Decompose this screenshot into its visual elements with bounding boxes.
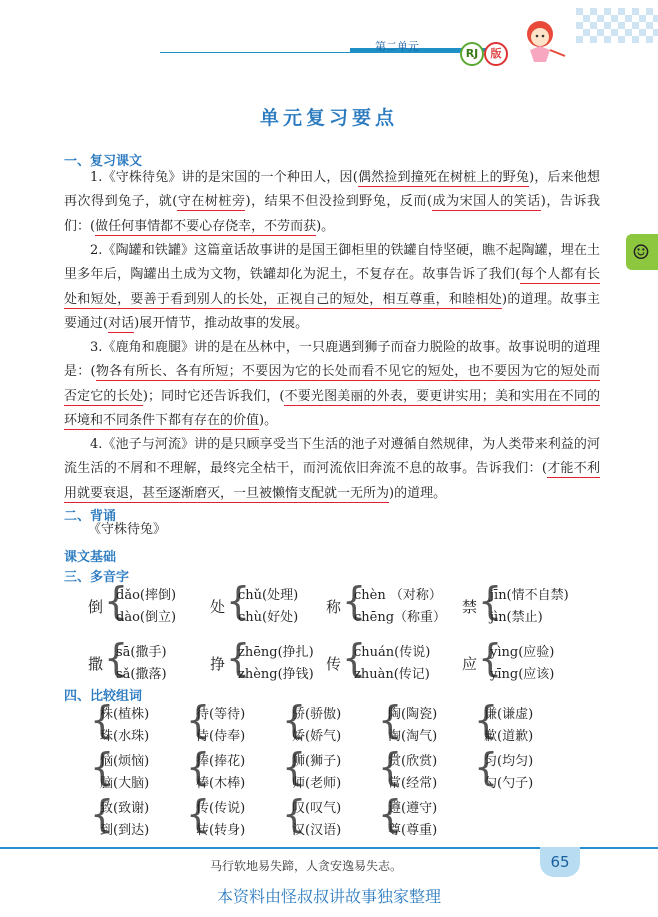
unit-label: 第二单元 (375, 40, 419, 53)
checker-square (576, 22, 583, 29)
checker-square (632, 22, 639, 29)
compare-word: 遵(遵守) (388, 801, 438, 816)
polyphone-reading: chuán(传说) (354, 645, 431, 660)
compare-word: 叹(叹气) (292, 801, 342, 816)
polyphone-char: 倒 (88, 598, 104, 616)
polyphone-char: 禁 (462, 598, 478, 616)
mascot-face-icon: ☺ (632, 240, 650, 264)
paragraph-1 (64, 166, 600, 239)
polyphone-reading: chèn （对称） (354, 588, 442, 603)
p2-answer-1: 每个人都有长处和短处，要善于看到别人的长处，正视自己的短处，相互尊重，和睦相处 (64, 267, 600, 307)
basics-heading: 课文基础 (64, 550, 117, 565)
p2-text-c: )展开情节，推动故事的发展。 (134, 316, 309, 332)
p3-answer-1: 物各有所长、各有所短；不要因为它的长处而看不见它的短处，也不要因为它的短处而否定它的长处 (64, 364, 600, 404)
checker-square (611, 29, 618, 36)
polyphone-reading: sā(撒手) (116, 645, 167, 660)
watermark-text: 本资料由怪叔叔讲故事独家整理 (216, 887, 441, 906)
compare-word: 侍(侍奉) (196, 729, 246, 744)
compare-word: 常(经常) (388, 776, 438, 791)
checker-square (653, 29, 658, 36)
p1-answer-1: 偶然捡到撞死在树桩上的野兔 (357, 170, 530, 185)
checker-square (632, 8, 639, 15)
compare-word: 株(植株) (100, 707, 150, 722)
brace-icon: { (478, 636, 503, 680)
compare-word: 尊(尊重) (388, 823, 438, 838)
compare-word: 谦(谦虚) (484, 707, 534, 722)
p4-text-a: 4.《池子与河流》讲的是只顾享受当下生活的池子对遵循自然规律，为人类带来利益的河流生活的不屑和不理解，最终完全枯干，而河流依旧奔流不息的故事。告诉我们：( (64, 437, 600, 477)
p1-text-c: )，结果不但没捡到野兔，反而( (245, 194, 433, 210)
polyphone-reading: zhuàn(传记) (354, 667, 430, 682)
section-review-heading: 一、复习课文 (64, 154, 143, 169)
brace-icon: { (478, 579, 503, 623)
compare-word: 狮(狮子) (292, 754, 342, 769)
checker-square (597, 15, 604, 22)
polyphone-reading: zhèng(挣钱) (238, 667, 314, 682)
brace-icon: { (378, 745, 403, 789)
p1-answer-2: 守在树桩旁 (177, 194, 246, 210)
checker-square (639, 15, 646, 22)
paragraph-4 (64, 433, 600, 506)
compare-word: 传(传说) (196, 801, 246, 816)
brace-icon: { (378, 698, 403, 742)
checker-square (590, 36, 597, 43)
checker-square (604, 36, 611, 43)
compare-word: 陶(陶瓷) (388, 707, 438, 722)
brace-icon: { (342, 636, 367, 680)
compare-word: 捧(捧花) (196, 754, 246, 769)
p3-text-a: 3.《鹿角和鹿腿》讲的是在丛林中，一只鹿遇到狮子而奋力脱险的故事。故事说明的道理是：( (64, 340, 600, 380)
compare-word: 恼(烦恼) (100, 754, 150, 769)
polyphone-reading: jīn(情不自禁) (490, 588, 569, 603)
polyphone-char: 应 (462, 655, 478, 673)
checker-square (625, 15, 632, 22)
brace-icon: { (474, 698, 499, 742)
brace-icon: { (378, 792, 403, 836)
checker-square (618, 8, 625, 15)
polyphone-reading: chǔ(处理) (238, 588, 299, 603)
compare-word: 脑(大脑) (100, 776, 150, 791)
checker-square (618, 22, 625, 29)
compare-word: 师(老师) (292, 776, 342, 791)
polyphone-reading: yīng(应该) (490, 667, 555, 682)
brace-icon: { (90, 745, 115, 789)
brace-icon: { (90, 792, 115, 836)
polyphone-reading: dǎo(摔倒) (116, 588, 177, 603)
p1-text-e: )。 (316, 218, 335, 234)
compare-word: 汉(汉语) (292, 823, 342, 838)
brace-icon: { (226, 579, 251, 623)
brace-icon: { (342, 579, 367, 623)
compare-word: 骄(骄傲) (292, 707, 342, 722)
p1-answer-3: 成为宋国人的笑话 (432, 194, 541, 210)
checker-square (625, 29, 632, 36)
polyphone-char: 撒 (88, 655, 104, 673)
checker-square (583, 29, 590, 36)
compare-word: 娇(娇气) (292, 729, 342, 744)
polyphone-reading: dào(倒立) (116, 610, 177, 625)
compare-word: 转(转身) (196, 823, 246, 838)
checker-square (583, 15, 590, 22)
section-recite-heading: 二、背诵 (64, 509, 117, 524)
page-number: 65 (540, 847, 580, 877)
p3-answer-2: 不要光图美丽的外表，要更讲实用；美和实用在不同的环境和不同条件下都有存在的价值 (64, 388, 600, 429)
compare-word: 到(到达) (100, 823, 150, 838)
paragraph-2 (64, 239, 600, 337)
checker-square (646, 22, 653, 29)
polyphone-char: 传 (326, 655, 342, 673)
checker-square (632, 36, 639, 43)
p2-text-b: )的道理。故事主要通过( (64, 291, 600, 332)
polyphone-reading: chù(好处) (238, 610, 299, 625)
mascot-illustration (510, 10, 570, 70)
brace-icon: { (186, 792, 211, 836)
section-compare-heading: 四、比较组词 (64, 689, 143, 704)
polyphone-char: 称 (326, 598, 342, 616)
checker-square (618, 36, 625, 43)
checker-square (590, 8, 597, 15)
polyphone-reading: jìn(禁止) (490, 610, 543, 625)
brace-icon: { (282, 698, 307, 742)
brace-icon: { (90, 698, 115, 742)
checker-square (590, 22, 597, 29)
p1-text-a: 1.《守株待兔》讲的是宋国的一个种田人，因( (90, 170, 358, 185)
p1-answer-4: 做任何事情都不要心存侥幸，不劳而获 (95, 218, 317, 234)
checker-square (604, 22, 611, 29)
brace-icon: { (186, 698, 211, 742)
brace-icon: { (104, 579, 129, 623)
checker-square (597, 29, 604, 36)
brace-icon: { (104, 636, 129, 680)
rj-badge: RJ (460, 42, 484, 66)
checker-square (653, 15, 658, 22)
page-title: 单元复习要点 (259, 107, 398, 129)
compare-word: 致(致谢) (100, 801, 150, 816)
brace-icon: { (282, 745, 307, 789)
p3-text-b: )；同时它还告诉我们，( (142, 388, 285, 404)
polyphone-char: 处 (210, 598, 226, 616)
compare-word: 歉(道歉) (484, 729, 534, 744)
polyphone-reading: sǎ(撒落) (116, 667, 167, 682)
checker-square (646, 36, 653, 43)
p1-text-b: )，后来他想再次得到兔子，就( (64, 170, 600, 210)
compare-word: 棒(木棒) (196, 776, 246, 791)
brace-icon: { (226, 636, 251, 680)
compare-word: 珠(水珠) (100, 729, 150, 744)
p2-text-a: 2.《陶罐和铁罐》这篇童话故事讲的是国王御柜里的铁罐自恃坚硬，瞧不起陶罐，埋在土里多年后，陶罐出土成为文物，铁罐却化为泥土，不复存在。故事告诉了我们( (64, 243, 600, 283)
checker-square (611, 15, 618, 22)
polyphone-reading: yìng(应验) (490, 645, 555, 660)
checker-square (639, 29, 646, 36)
compare-word: 赏(欣赏) (388, 754, 438, 769)
p1-text-d: )，告诉我们：( (64, 194, 600, 234)
brace-icon: { (186, 745, 211, 789)
checker-square (604, 8, 611, 15)
p4-text-b: )的道理。 (389, 485, 447, 501)
compare-word: 匀(均匀) (484, 754, 534, 769)
checker-square (646, 8, 653, 15)
p2-answer-2: 对话 (108, 316, 135, 332)
p4-answer-1: 才能不利用就要衰退，甚至逐渐磨灭，一旦被懒惰支配就一无所为 (64, 461, 600, 501)
polyphone-reading: chēng（称重） (354, 610, 447, 625)
p3-text-c: )。 (259, 413, 278, 429)
checker-square (576, 8, 583, 15)
brace-icon: { (474, 745, 499, 789)
brace-icon: { (282, 792, 307, 836)
section-polyphone-heading: 三、多音字 (64, 570, 130, 585)
recite-item: 《守株待兔》 (88, 522, 167, 537)
polyphone-char: 挣 (210, 655, 226, 673)
polyphone-reading: zhēng(挣扎) (238, 645, 314, 660)
checker-square (576, 36, 583, 43)
compare-word: 待(等待) (196, 707, 246, 722)
paragraph-3 (64, 336, 600, 434)
edition-badge: 版 (484, 42, 508, 66)
compare-word: 淘(淘气) (388, 729, 438, 744)
footer-proverb: 马行软地易失蹄，人贪安逸易失志。 (210, 859, 403, 873)
compare-word: 勺(勺子) (484, 776, 534, 791)
